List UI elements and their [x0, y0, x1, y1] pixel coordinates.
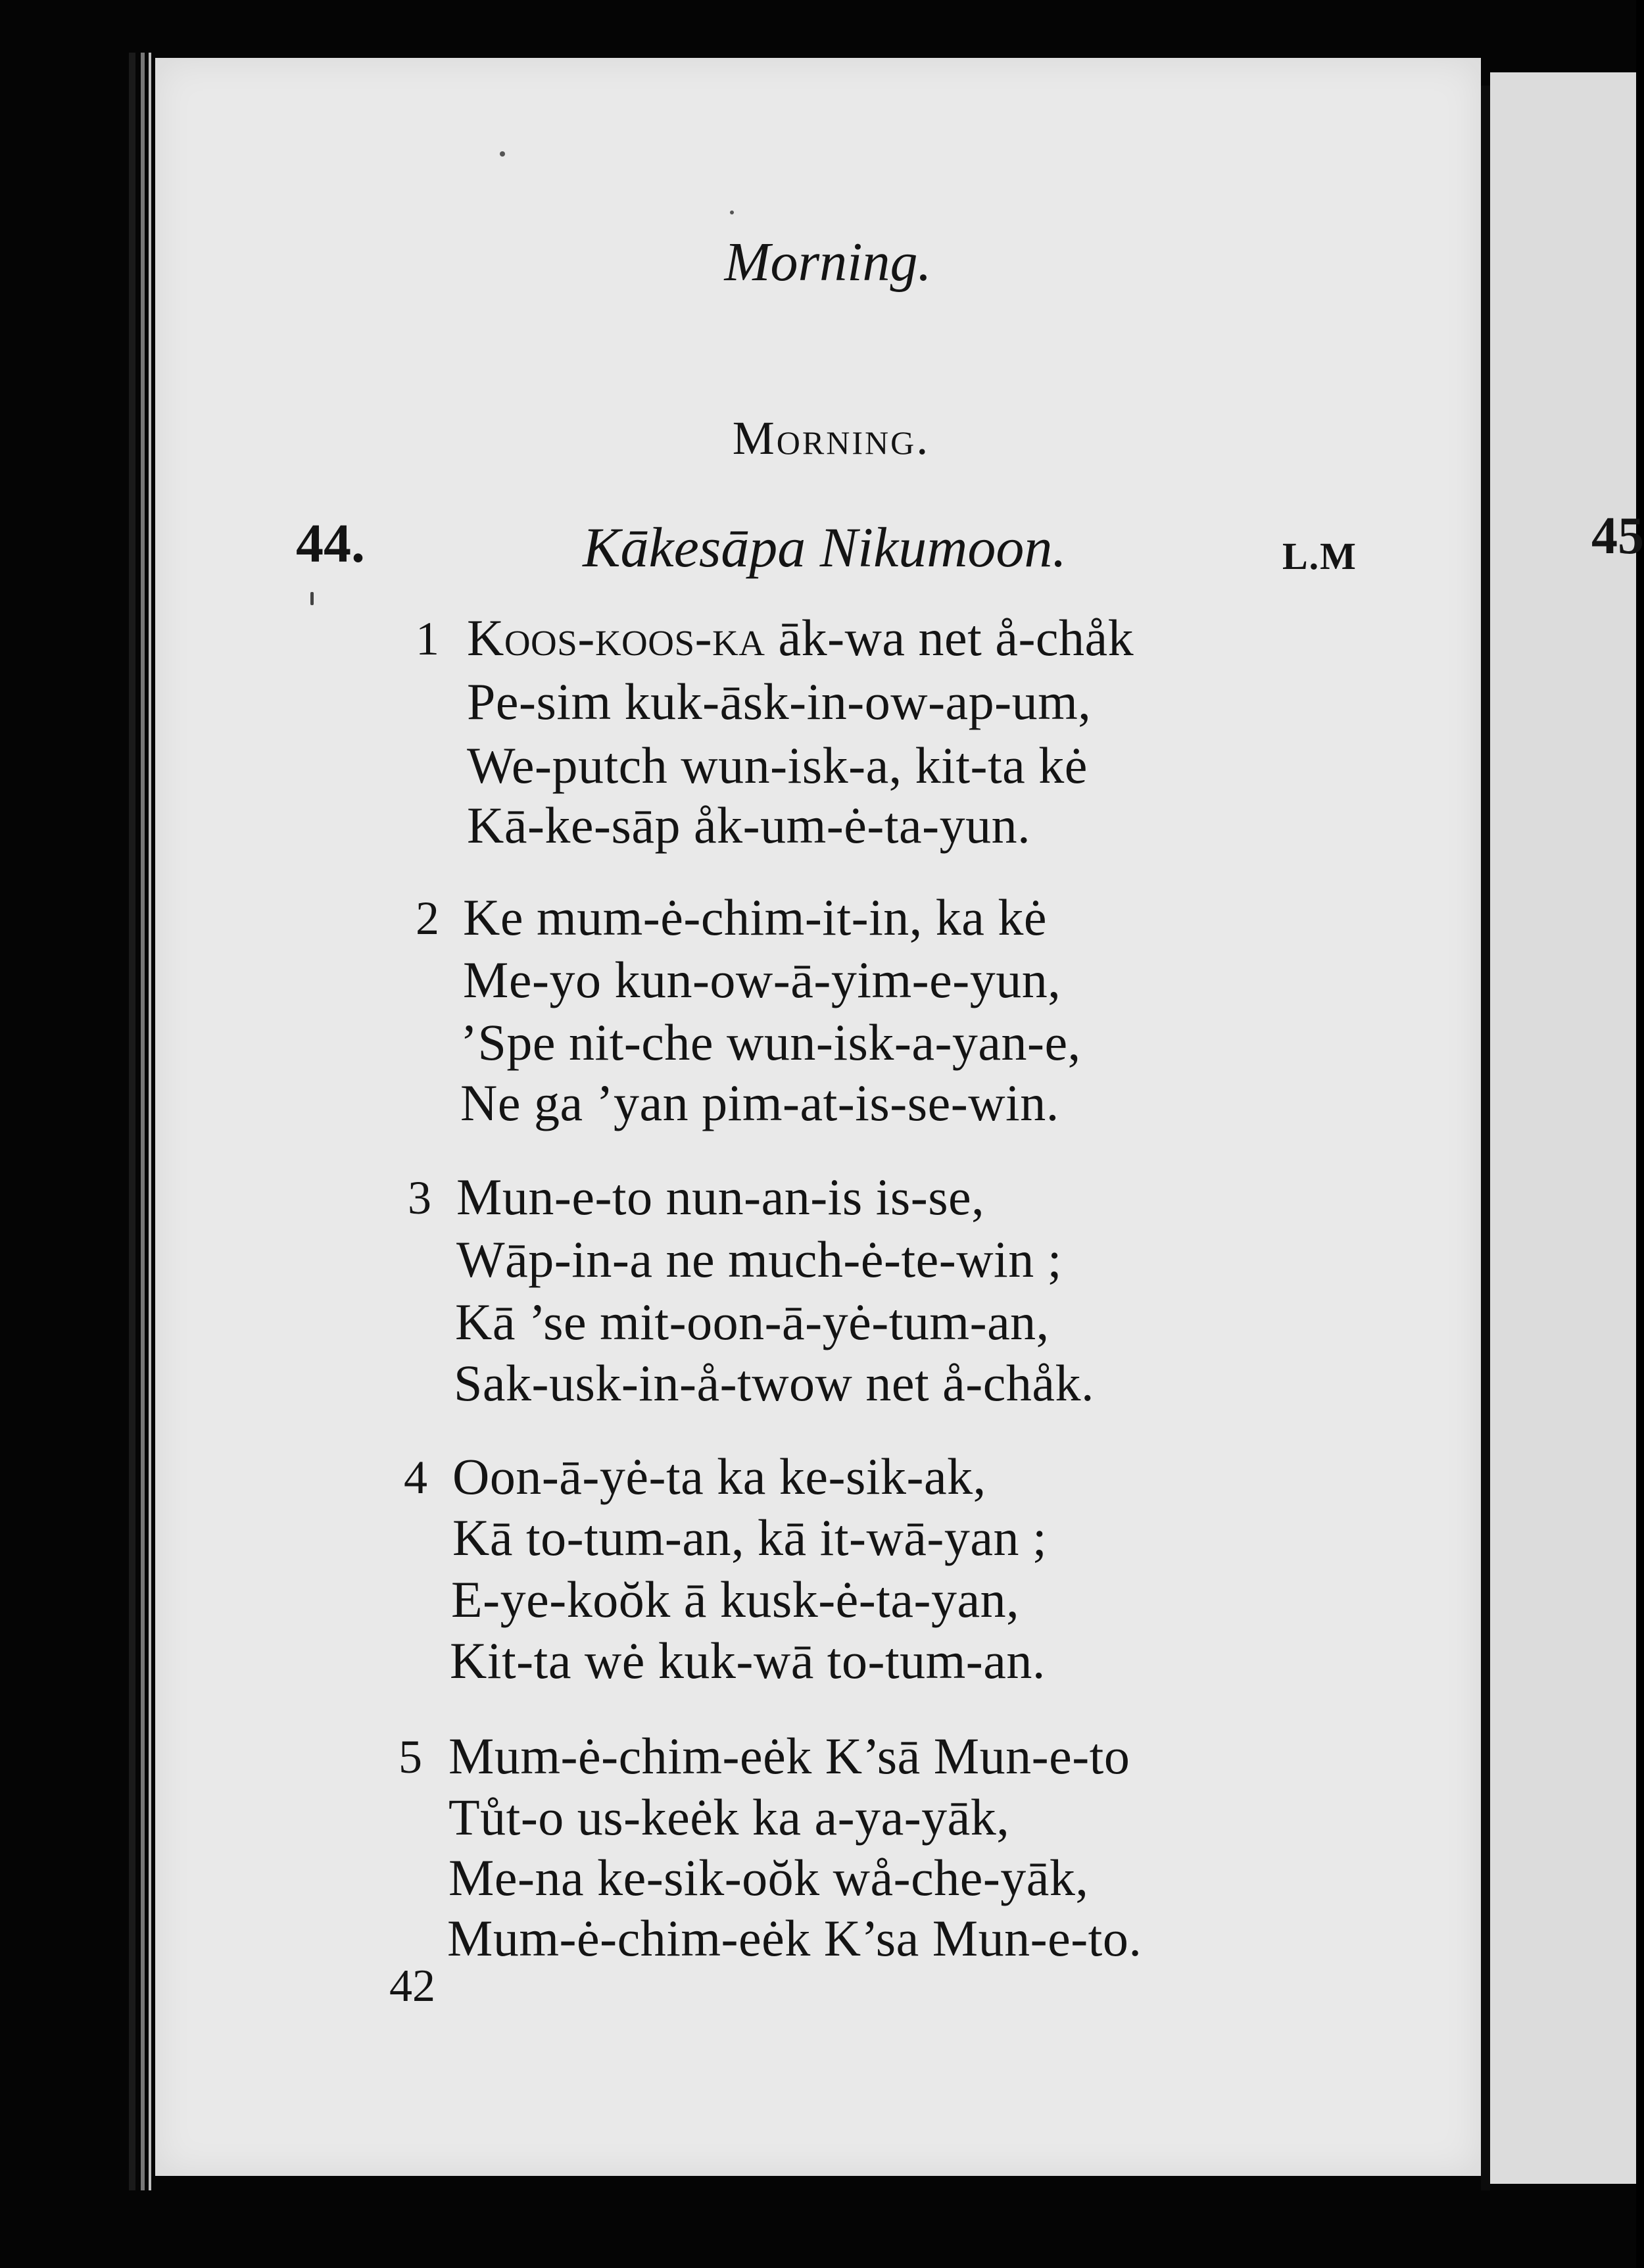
binding-edge [141, 53, 145, 2190]
stanza-line: Mum-ė-chim-eėk K’sā Mun-e-to [448, 1727, 1130, 1785]
running-head: Morning. [724, 232, 932, 293]
stanza-number: 1 [416, 612, 439, 665]
stanza-first-word: Koos-koos-ka [467, 609, 765, 666]
stanza-line: Wāp-in-a ne much-ė-te-win ; [456, 1231, 1062, 1288]
page-number: 42 [389, 1961, 435, 2011]
speck [310, 592, 314, 605]
stanza-line: Mun-e-to nun-an-is is-se, [456, 1168, 985, 1225]
stanza-line [467, 608, 1134, 668]
stanza-line: Ne ga ’yan pim-at-is-se-win. [460, 1074, 1059, 1131]
stanza-line: Kā to-tum-an, kā it-wā-yan ; [452, 1509, 1048, 1566]
stanza-line: ’Spe nit-che wun-isk-a-yan-e, [460, 1014, 1081, 1071]
speck [730, 210, 734, 214]
stanza-number: 4 [404, 1451, 427, 1504]
section-heading: Morning. [732, 412, 931, 464]
stanza-line-rest: āk-wa net å-chåk [765, 609, 1134, 666]
binding-edge [129, 53, 135, 2190]
hymn-number: 44. [296, 513, 365, 574]
stanza-line: Pe-sim kuk-āsk-in-ow-ap-um, [467, 673, 1092, 730]
stanza-number: 5 [399, 1731, 422, 1783]
stanza-number: 2 [416, 892, 439, 945]
stanza-line: E-ye-koŏk ā kusk-ė-ta-yan, [451, 1571, 1020, 1628]
stanza-line: Kā-ke-sāp åk-um-ė-ta-yun. [467, 797, 1031, 854]
stanza-line: Mum-ė-chim-eėk K’sa Mun-e-to. [447, 1910, 1142, 1967]
stanza-number: 3 [408, 1171, 431, 1224]
stanza-line: Me-na ke-sik-oŏk wå-che-yāk, [448, 1849, 1089, 1906]
binding-edge [149, 53, 151, 2190]
right-page [1490, 72, 1636, 2184]
stanza-line: Tůt-o us-keėk ka a-ya-yāk, [448, 1788, 1010, 1846]
hymn-meter: L.M [1282, 535, 1357, 578]
hymn-title: Kākesāpa Nikumoon. [583, 516, 1067, 579]
speck [500, 151, 505, 157]
stanza-line: Oon-ā-yė-ta ka ke-sik-ak, [452, 1448, 986, 1505]
stanza-line: Sak-usk-in-å-twow net å-chåk. [454, 1354, 1094, 1412]
stanza-line: Me-yo kun-ow-ā-yim-e-yun, [463, 951, 1061, 1008]
facing-page-hymn-number: 45 [1591, 507, 1644, 565]
stanza-line: Kit-ta wė kuk-wā to-tum-an. [450, 1632, 1046, 1689]
page-gutter [1481, 86, 1490, 2190]
stanza-line: Ke mum-ė-chim-it-in, ka kė [463, 889, 1048, 946]
stanza-line: Kā ’se mit-oon-ā-yė-tum-an, [455, 1293, 1050, 1350]
stanza-line: We-putch wun-isk-a, kit-ta kė [467, 737, 1088, 794]
